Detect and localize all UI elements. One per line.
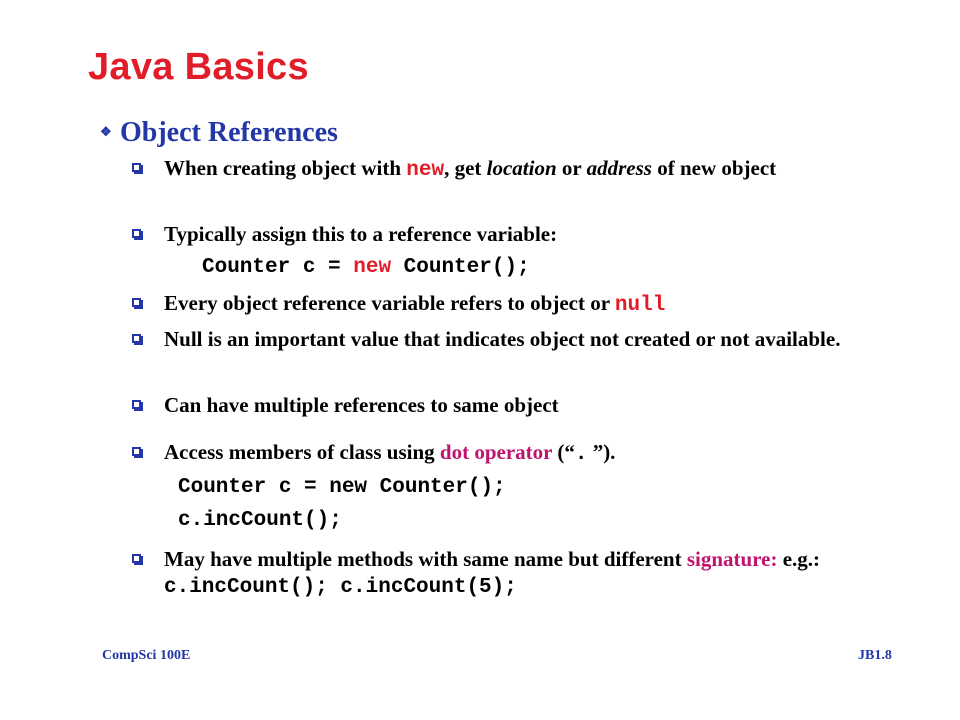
item-emphasis: location [486,156,557,180]
highlight-term: signature: [686,547,778,571]
item-text: Access members of class using [164,440,440,464]
code-keyword: . [574,443,588,466]
item-text: or [556,156,587,180]
code-keyword: c.incCount(); c.incCount(5); [164,576,517,599]
item-text: Null is an important value that indicates object not created or not available. [164,327,841,351]
footer-slide-number: JB1.8 [858,648,892,663]
square-bullet-icon [132,400,141,409]
code-keyword: new [406,159,445,182]
square-bullet-icon [132,447,141,456]
square-bullet-icon [132,163,141,172]
slide-title: Java Basics [88,46,309,88]
square-bullet-icon [132,229,141,238]
item-text: Every object reference variable refers to object or [164,291,615,315]
code-line: c.incCount(); [178,509,342,532]
item-text: ”). [587,440,616,464]
code-line: Counter c = new Counter(); [178,476,506,499]
code-keyword: null [614,294,666,317]
code-keyword: new [353,256,392,279]
highlight-term: dot operator [439,440,553,464]
item-text: Can have multiple references to same object [164,393,559,417]
item-text: e.g.: [777,547,821,571]
footer-course: CompSci 100E [102,648,191,663]
code-line: Counter c = new Counter(); [202,256,530,279]
item-text: When creating object with [164,156,407,180]
item-text: of new object [651,156,777,180]
item-text: May have multiple methods with same name but different [164,547,687,571]
square-bullet-icon [132,298,141,307]
item-text: Typically assign this to a reference variable: [164,222,558,246]
item-emphasis: address [586,156,652,180]
item-text: , get [444,156,487,180]
section-heading-text: Object References [120,117,338,148]
square-bullet-icon [132,554,141,563]
item-text: (“ [552,440,575,464]
diamond-bullet-icon: ❖ [100,124,112,139]
square-bullet-icon [132,334,141,343]
